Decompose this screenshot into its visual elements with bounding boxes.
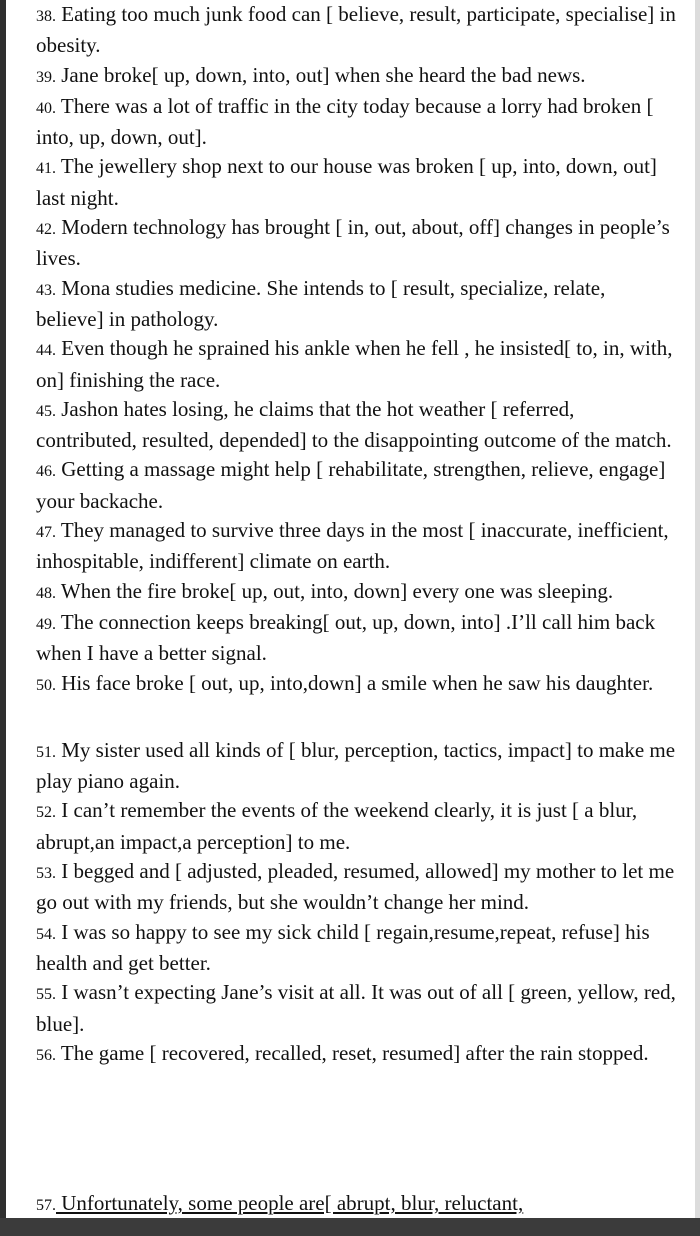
question-46: 46. Getting a massage might help [ rehabilitate, strengthen, relieve, engage] your backache. (36, 457, 666, 513)
question-55: 55. I wasn’t expecting Jane’s visit at all. It was out of all [ green, yellow, red, blue]. (36, 980, 676, 1036)
question-42: 42. Modern technology has brought [ in, out, about, off] changes in people’s lives. (36, 215, 670, 271)
section-gap (36, 700, 676, 736)
question-53: 53. I begged and [ adjusted, pleaded, resumed, allowed] my mother to let me go out with my friends, but she wouldn’t change her mind. (36, 859, 675, 915)
question-39: 39. Jane broke[ up, down, into, out] when she heard the bad news. (36, 62, 586, 87)
question-50: 50. His face broke [ out, up, into,down] a smile when he saw his daughter. (36, 670, 654, 695)
question-56: 56. The game [ recovered, recalled, reset, resumed] after the rain stopped. (36, 1040, 649, 1065)
question-57: 57. Unfortunately, some people are[ abrupt, blur, reluctant, (36, 1191, 524, 1215)
question-45: 45. Jashon hates losing, he claims that the hot weather [ referred, contributed, resulted, depended] to the disappointing outcome of the match. (36, 396, 672, 453)
question-49: 49. The connection keeps breaking[ out, up, down, into] .I’ll call him back when I have a better signal. (36, 609, 656, 666)
question-48: 48. When the fire broke[ up, out, into, down] every one was sleeping. (36, 578, 614, 603)
question-43: 43. Mona studies medicine. She intends to [ result, specialize, relate, believe] in pathology. (36, 275, 606, 331)
question-list (36, 0, 676, 1070)
question-40: 40. There was a lot of traffic in the city today because a lorry had broken [ into, up, down, out]. (36, 93, 654, 150)
question-54: 54. I was so happy to see my sick child [ regain,resume,repeat, refuse] his health and get better. (36, 919, 650, 975)
question-47: 47. They managed to survive three days in the most [ inaccurate, inefficient, inhospitable, indifferent] climate on earth. (36, 518, 669, 574)
left-edge-shadow (0, 0, 6, 1218)
question-44: 44. Even though he sprained his ankle when he fell , he insisted[ to, in, with, on] finishing the race. (36, 336, 673, 392)
question-38: 38. Eating too much junk food can [ believe, result, participate, specialise] in obesity. (36, 2, 676, 58)
question-51: 51. My sister used all kinds of [ blur, perception, tactics, impact] to make me play piano again. (36, 737, 676, 794)
cut-off-line-clip (0, 1189, 700, 1218)
question-52: 52. I can’t remember the events of the weekend clearly, it is just [ a blur, abrupt,an impact,a perception] to me. (36, 798, 638, 854)
question-41: 41. The jewellery shop next to our house was broken [ up, into, down, out] last night. (36, 154, 657, 210)
right-edge (695, 0, 700, 1218)
bottom-bar (0, 1218, 700, 1236)
